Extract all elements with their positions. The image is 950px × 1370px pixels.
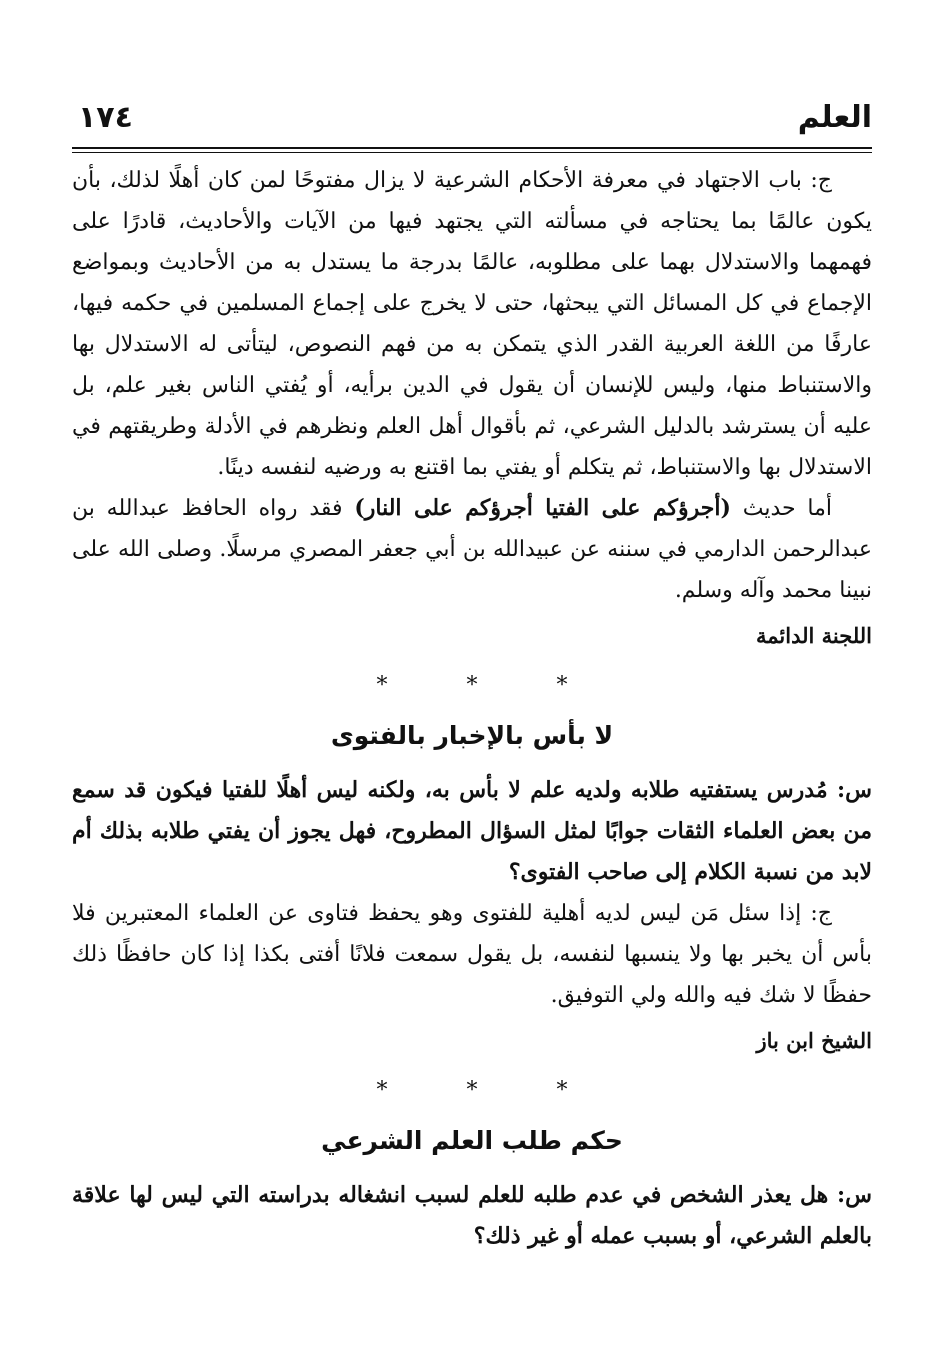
page-content [72, 160, 872, 1257]
header-rule [72, 147, 872, 153]
running-title: العلم [797, 100, 872, 135]
signature-committee: اللجنة الدائمة [756, 623, 872, 648]
page-number: ١٧٤ [78, 100, 133, 135]
hadith-paragraph [72, 488, 872, 611]
question-paragraph: س: مُدرس يستفتيه طلابه ولديه علم لا بأس به، ولكنه ليس أهلًا للفتيا فيكون قد سمع من بعض العلماء الثقات جوابًا لمثل السؤال المطروح، فهل يجوز أن يفتي طلابه بذلك أم لابد من نسبة الكلام إلى صاحب الفتوى؟ [72, 777, 872, 885]
page-header [72, 96, 872, 140]
separator-stars: * * * [376, 673, 604, 698]
hadith-quote: (أجرؤكم على الفتيا أجرؤكم على النار) [354, 495, 731, 521]
hadith-prefix: أما حديث [730, 496, 832, 521]
book-page [72, 0, 872, 1370]
section-heading: حكم طلب العلم الشرعي [321, 1126, 623, 1155]
hadith-suffix: فقد رواه الحافظ عبدالله بن عبدالرحمن الدارمي في سننه عن عبيدالله بن أبي جعفر المصري مرسلًا. وصلى الله على نبينا محمد وآله وسلم. [72, 496, 872, 603]
separator-stars: * * * [376, 1078, 604, 1103]
signature-ibn-baz: الشيخ ابن باز [756, 1028, 872, 1053]
answer-paragraph: ج: إذا سئل مَن ليس لديه أهلية للفتوى وهو يحفظ فتاوى عن العلماء المعتبرين فلا بأس أن يخبر بها ولا ينسبها لنفسه، بل يقول سمعت فلانًا أفتى بكذا إذا كان حافظًا ذلك حفظًا لا شك فيه والله ولي التوفيق. [72, 901, 872, 1008]
section-heading: لا بأس بالإخبار بالفتوى [330, 721, 614, 750]
question-paragraph: س: هل يعذر الشخص في عدم طلبه للعلم لسبب انشغاله بدراسته التي ليس لها علاقة بالعلم الشرعي، أو بسبب عمله أو غير ذلك؟ [72, 1182, 872, 1249]
answer-paragraph: ج: باب الاجتهاد في معرفة الأحكام الشرعية لا يزال مفتوحًا لمن كان أهلًا لذلك، بأن يكون عالمًا بما يحتاجه في مسألته التي يجتهد فيها من الآيات والأحاديث، قادرًا على فهمهما والاستدلال بهما على مطلوبه، عالمًا بدرجة ما يستدل به من الأحاديث وبمواضع الإجماع في كل المسائل التي يبحثها، حتى لا يخرج على إجماع المسلمين في حكمه فيها، عارفًا من اللغة العربية القدر الذي يتمكن به من فهم النصوص، ليتأتى له الاستدلال بها والاستنباط منها، وليس للإنسان أن يقول في الدين برأيه، أو يُفتي الناس بغير علم، بل عليه أن يسترشد بالدليل الشرعي، ثم بأقوال أهل العلم ونظرهم في الأدلة وطريقتهم في الاستدلال بها والاستنباط، ثم يتكلم أو يفتي بما اقتنع به ورضيه لنفسه دينًا. [72, 168, 872, 480]
